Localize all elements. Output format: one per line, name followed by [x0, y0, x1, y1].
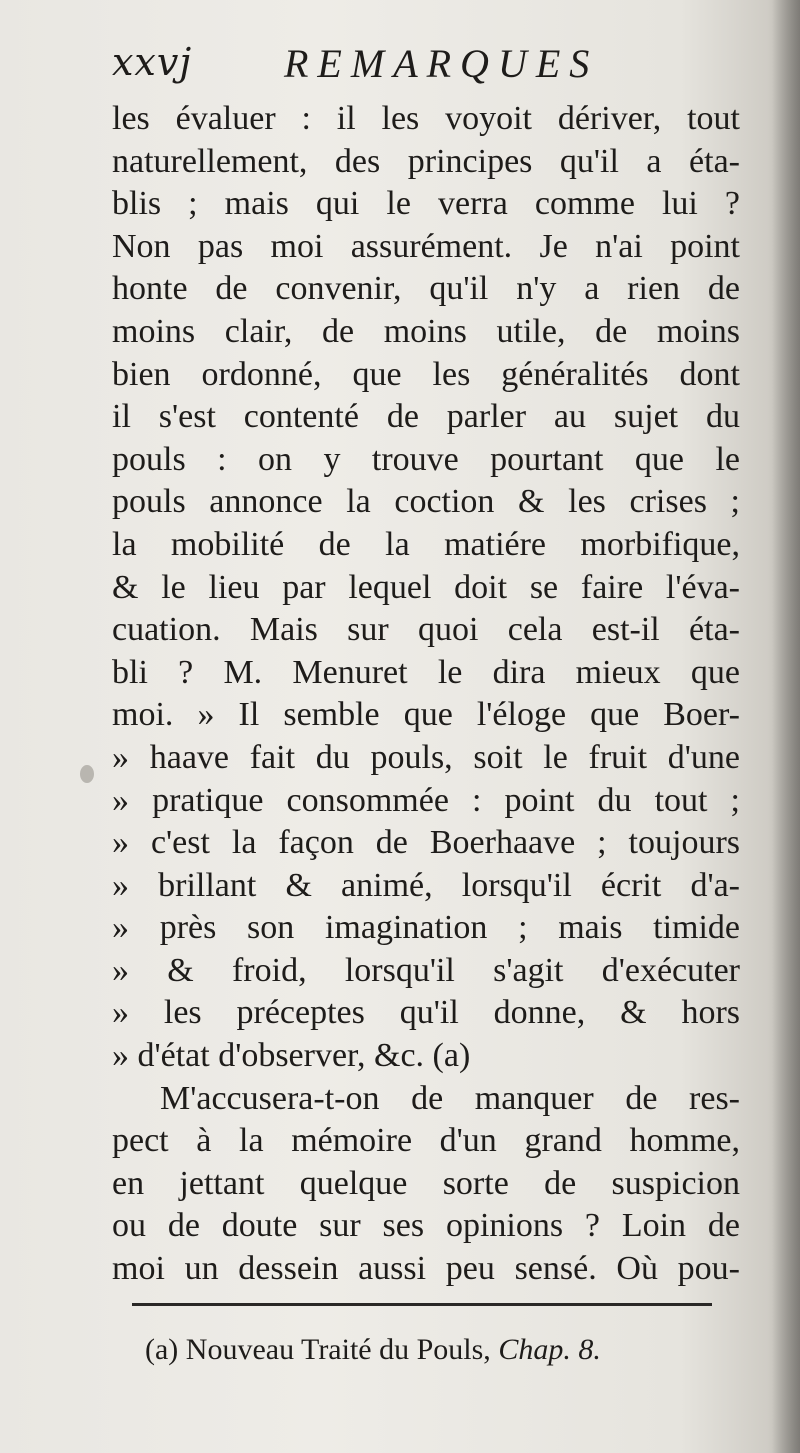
paragraph-start-line: M'accusera-t-on de manquer de res- — [160, 1079, 740, 1117]
quote-line: » les préceptes qu'il donne, & hors — [112, 994, 740, 1032]
text-line: ou de doute sur ses opinions ? Loin de — [112, 1207, 740, 1245]
footnote-rule — [132, 1303, 712, 1306]
page-number: xxvj — [112, 40, 193, 84]
quote-line: » pratique consommée : point du tout ; — [112, 781, 740, 819]
footnote-text: Nouveau Traité du Pouls, — [185, 1333, 491, 1366]
text-line: il s'est contenté de parler au sujet du — [112, 398, 740, 436]
text-line: & le lieu par lequel doit se faire l'éva- — [112, 568, 740, 606]
text-line: moi un dessein aussi peu sensé. Où pou- — [112, 1250, 740, 1288]
text-line: bien ordonné, que les généralités dont — [112, 355, 740, 393]
text-line: moi. » Il semble que l'éloge que Boer- — [112, 696, 740, 734]
quote-line: » haave fait du pouls, soit le fruit d'une — [112, 738, 740, 776]
text-line: bli ? M. Menuret le dira mieux que — [112, 653, 740, 691]
page-edge-shadow — [772, 0, 800, 1453]
footnote-chapter: Chap. 8. — [498, 1333, 601, 1366]
body-text — [112, 98, 740, 1291]
text-line: en jettant quelque sorte de suspicion — [112, 1164, 740, 1202]
text-line: pect à la mémoire d'un grand homme, — [112, 1122, 740, 1160]
footnote — [145, 1330, 745, 1370]
text-line: moins clair, de moins utile, de moins — [112, 312, 740, 350]
text-line: Non pas moi assurément. Je n'ai point — [112, 227, 740, 265]
quote-line: » d'état d'observer, &c. (a) — [112, 1037, 471, 1075]
quote-line: » & froid, lorsqu'il s'agit d'exécuter — [112, 951, 740, 989]
text-line: la mobilité de la matiére morbifique, — [112, 525, 740, 563]
ink-spot — [80, 765, 94, 783]
text-line: naturellement, des principes qu'il a éta- — [112, 142, 740, 180]
text-line: pouls annonce la coction & les crises ; — [112, 483, 740, 521]
quote-line: » brillant & animé, lorsqu'il écrit d'a- — [112, 866, 740, 904]
page-header — [112, 40, 752, 90]
text-line: blis ; mais qui le verra comme lui ? — [112, 185, 740, 223]
footnote-marker: (a) — [145, 1333, 179, 1366]
text-line: cuation. Mais sur quoi cela est-il éta- — [112, 611, 740, 649]
text-line: honte de convenir, qu'il n'y a rien de — [112, 270, 740, 308]
running-title: REMARQUES — [284, 41, 599, 86]
quote-line: » c'est la façon de Boerhaave ; toujours — [112, 824, 740, 862]
quote-line: » près son imagination ; mais timide — [112, 909, 740, 947]
text-line: les évaluer : il les voyoit dériver, tout — [112, 100, 740, 137]
text-line: pouls : on y trouve pourtant que le — [112, 440, 740, 478]
